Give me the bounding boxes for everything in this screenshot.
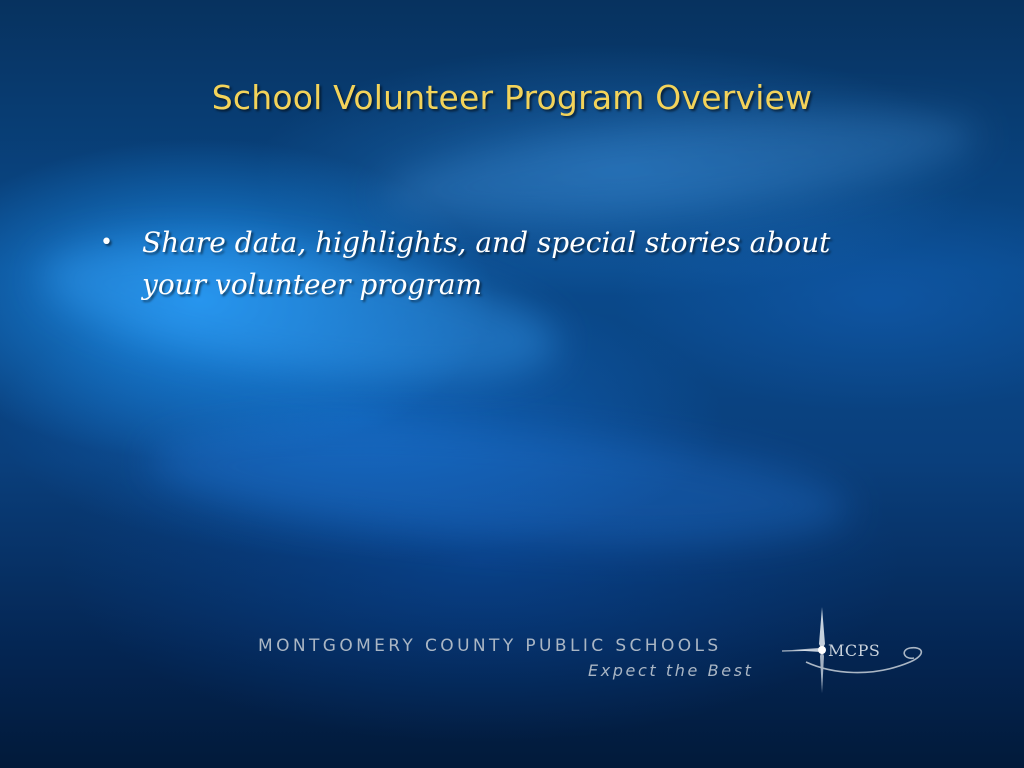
- bullet-item: [100, 222, 900, 306]
- bullet-marker: •: [100, 230, 113, 255]
- background-streak: [147, 406, 853, 565]
- logo-abbreviation: MCPS: [828, 641, 881, 660]
- slide-title: School Volunteer Program Overview: [211, 78, 813, 117]
- logo-tagline: Expect the Best: [588, 661, 754, 680]
- bullet-list: [100, 222, 900, 306]
- bullet-text: Share data, highlights, and special stories about your volunteer program: [142, 226, 831, 301]
- logo-organization-name: MONTGOMERY COUNTY PUBLIC SCHOOLS: [258, 636, 722, 656]
